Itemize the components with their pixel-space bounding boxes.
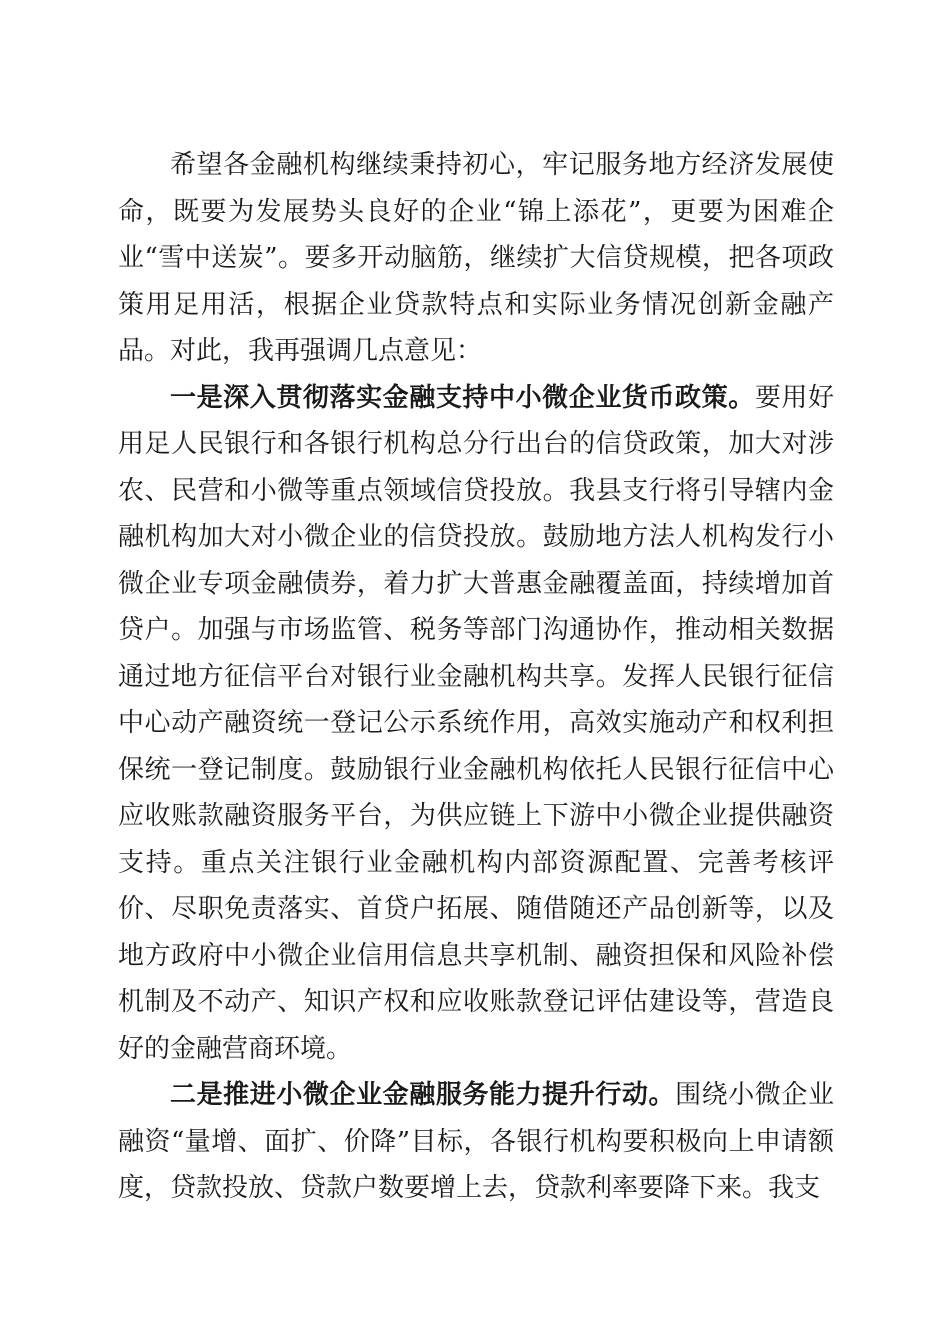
paragraph-point-one: [118, 375, 834, 1073]
paragraph-intro: [118, 142, 834, 375]
paragraph-intro-text: 希望各金融机构继续秉持初心，牢记服务地方经济发展使命，既要为发展势头良好的企业“锦上添花”，更要为困难企业“雪中送炭”。要多开动脑筋，继续扩大信贷规模，把各项政策用足用活，根据企业贷款特点和实际业务情况创新金融产品。对此，我再强调几点意见：: [118, 150, 834, 366]
document-body: [118, 142, 834, 1212]
paragraph-point-two-text: 围绕小微企业融资“量增、面扩、价降”目标，各银行机构要积极向上申请额度，贷款投放、贷款户数要增上去，贷款利率要降下来。我支: [118, 1080, 834, 1203]
paragraph-point-two: [118, 1072, 834, 1212]
paragraph-point-one-text: 要用好用足人民银行和各银行机构总分行出台的信贷政策，加大对涉农、民营和小微等重点领域信贷投放。我县支行将引导辖内金融机构加大对小微企业的信贷投放。鼓励地方法人机构发行小微企业专项金融债券，着力扩大普惠金融覆盖面，持续增加首贷户。加强与市场监管、税务等部门沟通协作，推动相关数据通过地方征信平台对银行业金融机构共享。发挥人民银行征信中心动产融资统一登记公示系统作用，高效实施动产和权利担保统一登记制度。鼓励银行业金融机构依托人民银行征信中心应收账款融资服务平台，为供应链上下游中小微企业提供融资支持。重点关注银行业金融机构内部资源配置、完善考核评价、尽职免责落实、首贷户拓展、随借随还产品创新等，以及地方政府中小微企业信用信息共享机制、融资担保和风险补偿机制及不动产、知识产权和应收账款登记评估建设等，营造良好的金融营商环境。: [118, 382, 834, 1064]
paragraph-point-one-heading: 一是深入贯彻落实金融支持中小微企业货币政策。: [170, 382, 755, 413]
paragraph-point-two-heading: 二是推进小微企业金融服务能力提升行动。: [170, 1080, 676, 1110]
